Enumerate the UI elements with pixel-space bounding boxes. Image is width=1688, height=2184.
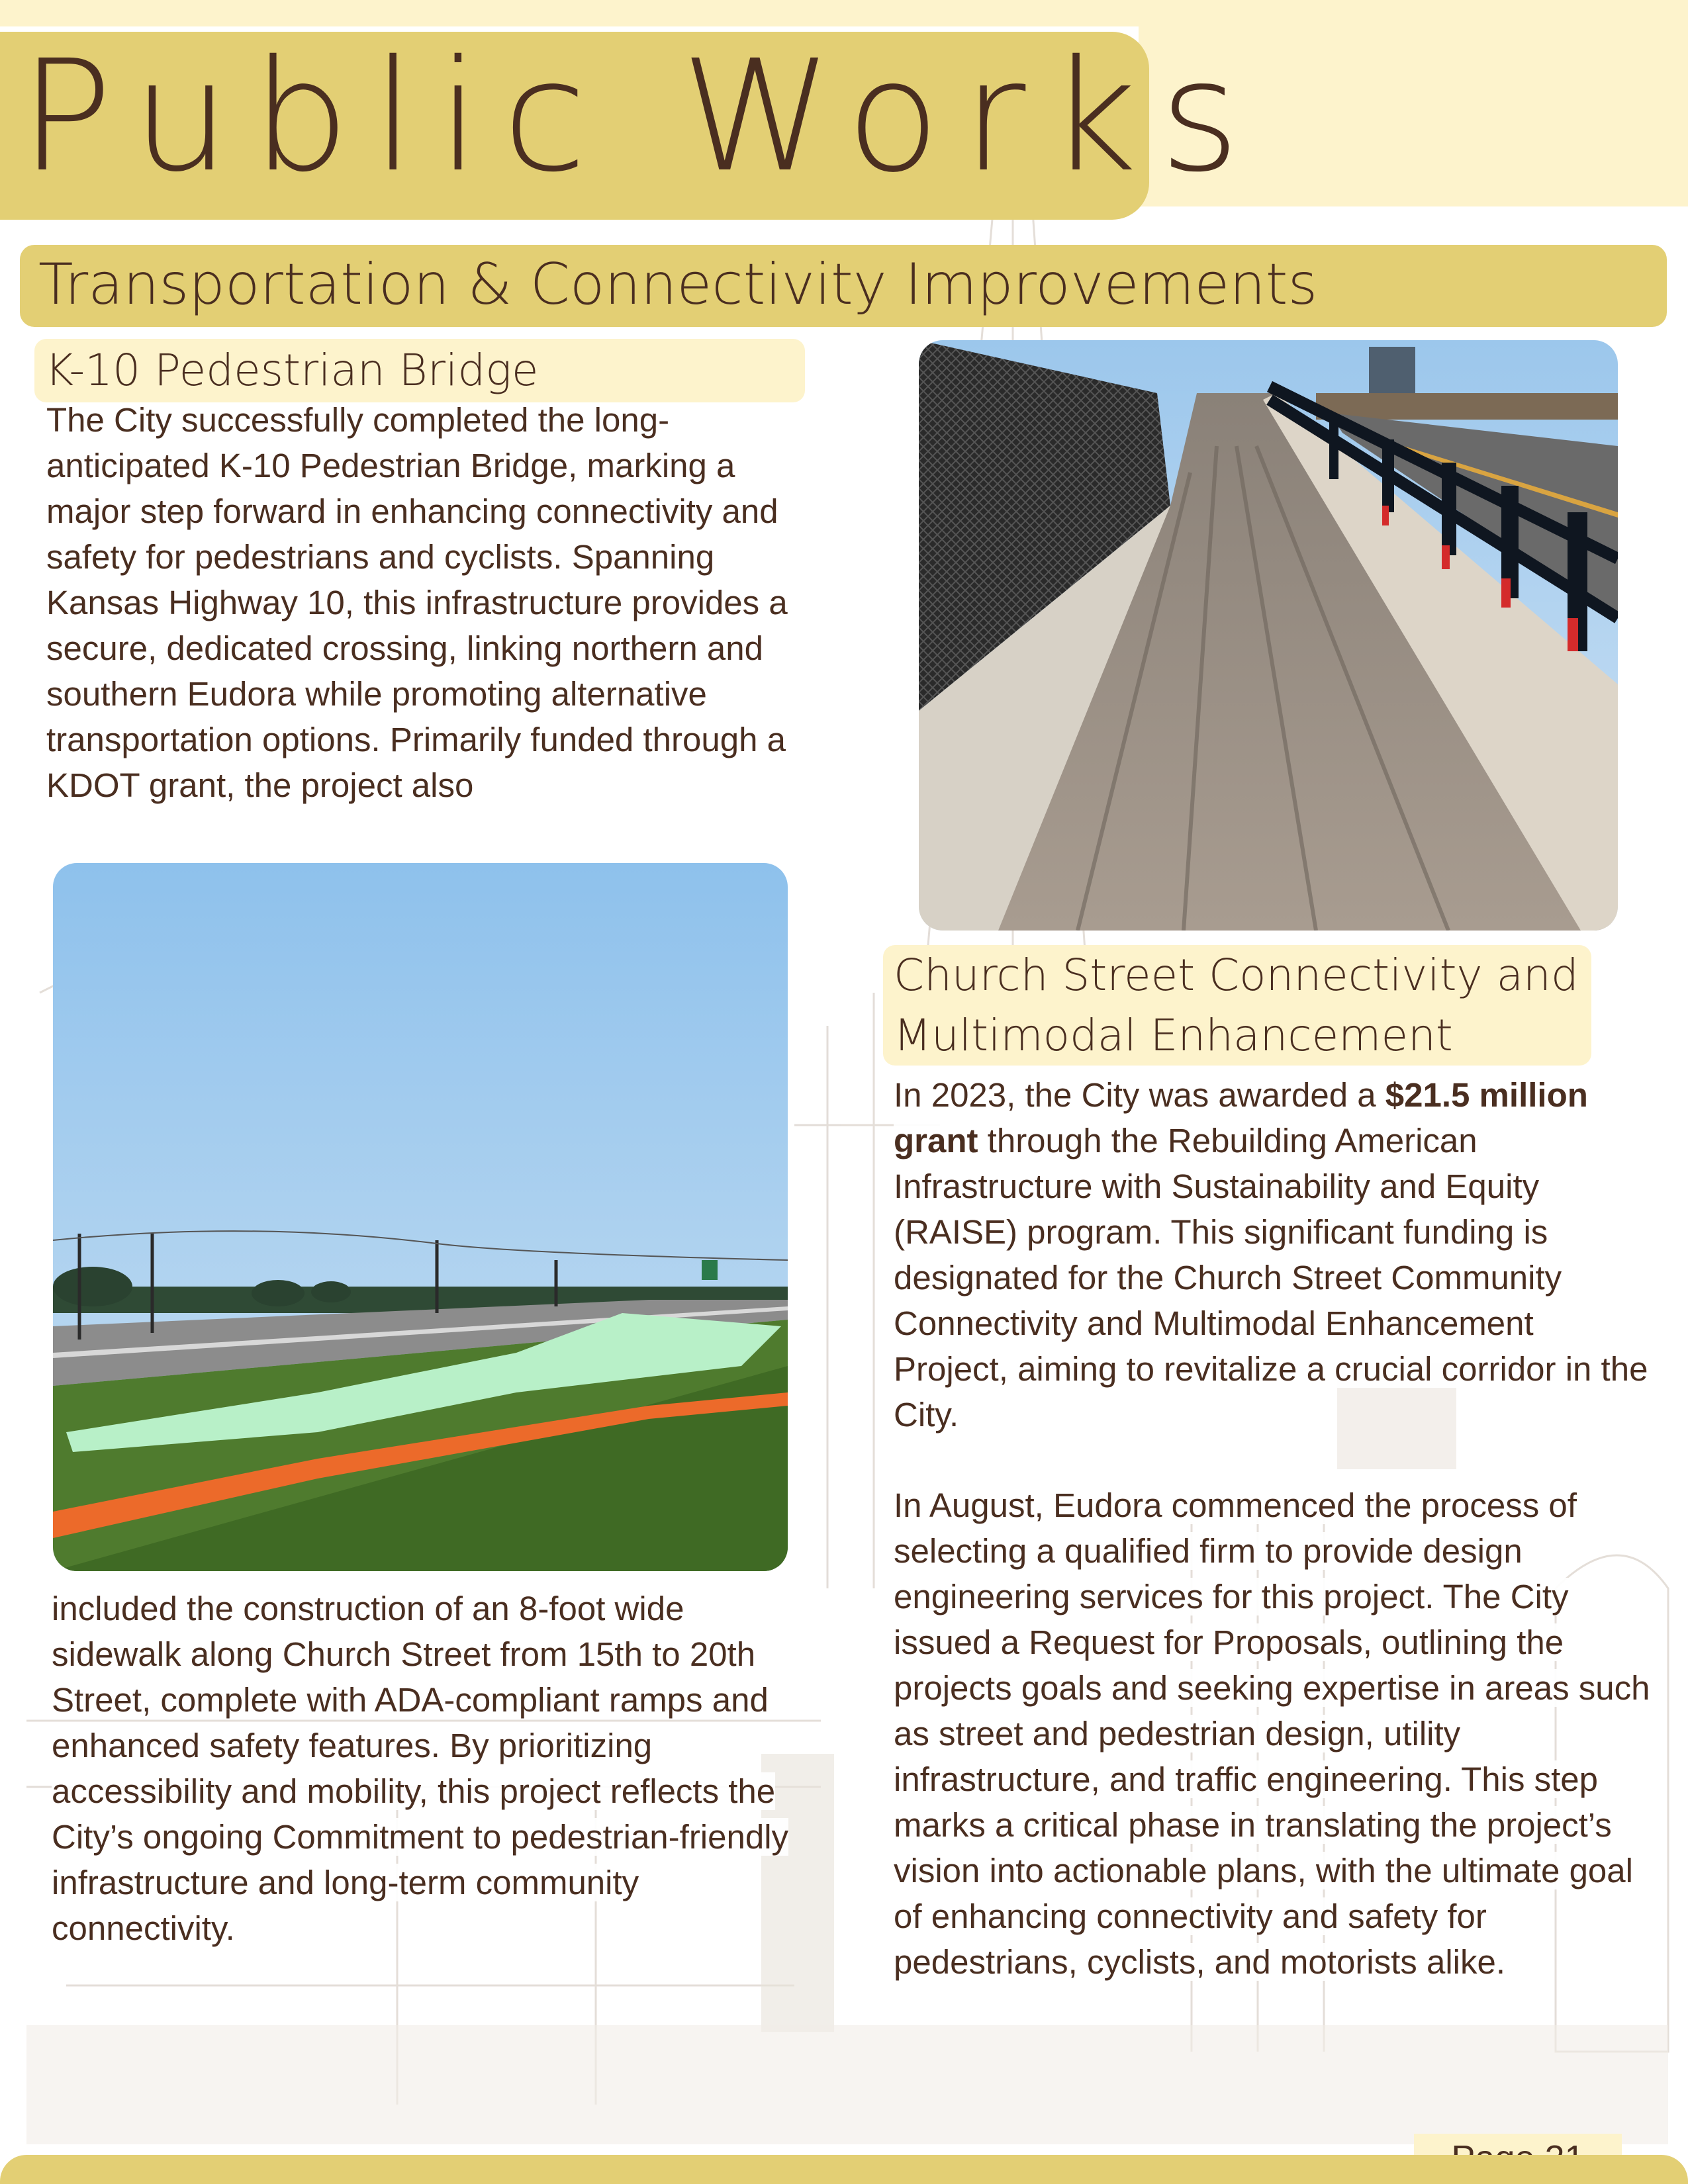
grant-amount: $21.5 million grant <box>894 1076 1588 1160</box>
section-title: Transportation & Connectivity Improvements <box>38 251 1318 318</box>
pedestrian-bridge-photo <box>919 340 1618 931</box>
church-heading: Church Street Connectivity and Multimodal Enhancement <box>894 950 1579 1061</box>
k10-paragraph-b: included the construction of an 8-foot wide sidewalk along Church Street from 15th to 20th Street, complete with ADA-compliant ramps and enhanced safety features. By prioritizing accessibility and mobility, this project reflects the City’s ongoing Commitment to pedestrian-friendly infrastructure and long-term community connectivity. <box>52 1590 789 1947</box>
k10-paragraph-a: The City successfully completed the long-anticipated K-10 Pedestrian Bridge, marking a major step forward in enhancing connectivity and safety for pedestrians and cyclists. Spanning Kansas Highway 10, this infrastructure provides a secure, dedicated crossing, linking northern and southern Eudora while promoting alternative transportation options. Primarily funded through a KDOT grant, the project also <box>46 401 788 804</box>
church-paragraph-1: In 2023, the City was awarded a $21.5 million grant through the Rebuilding American Infrastructure with Sustainability and Equity (RAISE) program. This significant funding is designated for the Church Street Community Connectivity and Multimodal Enhancement Project, aiming to revitalize a crucial corridor in the City. <box>894 1076 1648 1433</box>
church-paragraph-2: In August, Eudora commenced the process of selecting a qualified firm to provide design engineering services for this project. The City issued a Request for Proposals, outlining the projects goals and seeking expertise in areas such as street and pedestrian design, utility infrastructure, and traffic engineering. This step marks a critical phase in translating the project’s vision into actionable plans, with the ultimate goal of enhancing connectivity and safety for pedestrians, cyclists, and motorists alike. <box>894 1486 1650 1981</box>
k10-heading: K-10 Pedestrian Bridge <box>45 345 539 396</box>
page-title: Public Works <box>20 27 1262 206</box>
highway-sidewalk-photo <box>53 863 788 1571</box>
bottom-band <box>0 2155 1688 2184</box>
